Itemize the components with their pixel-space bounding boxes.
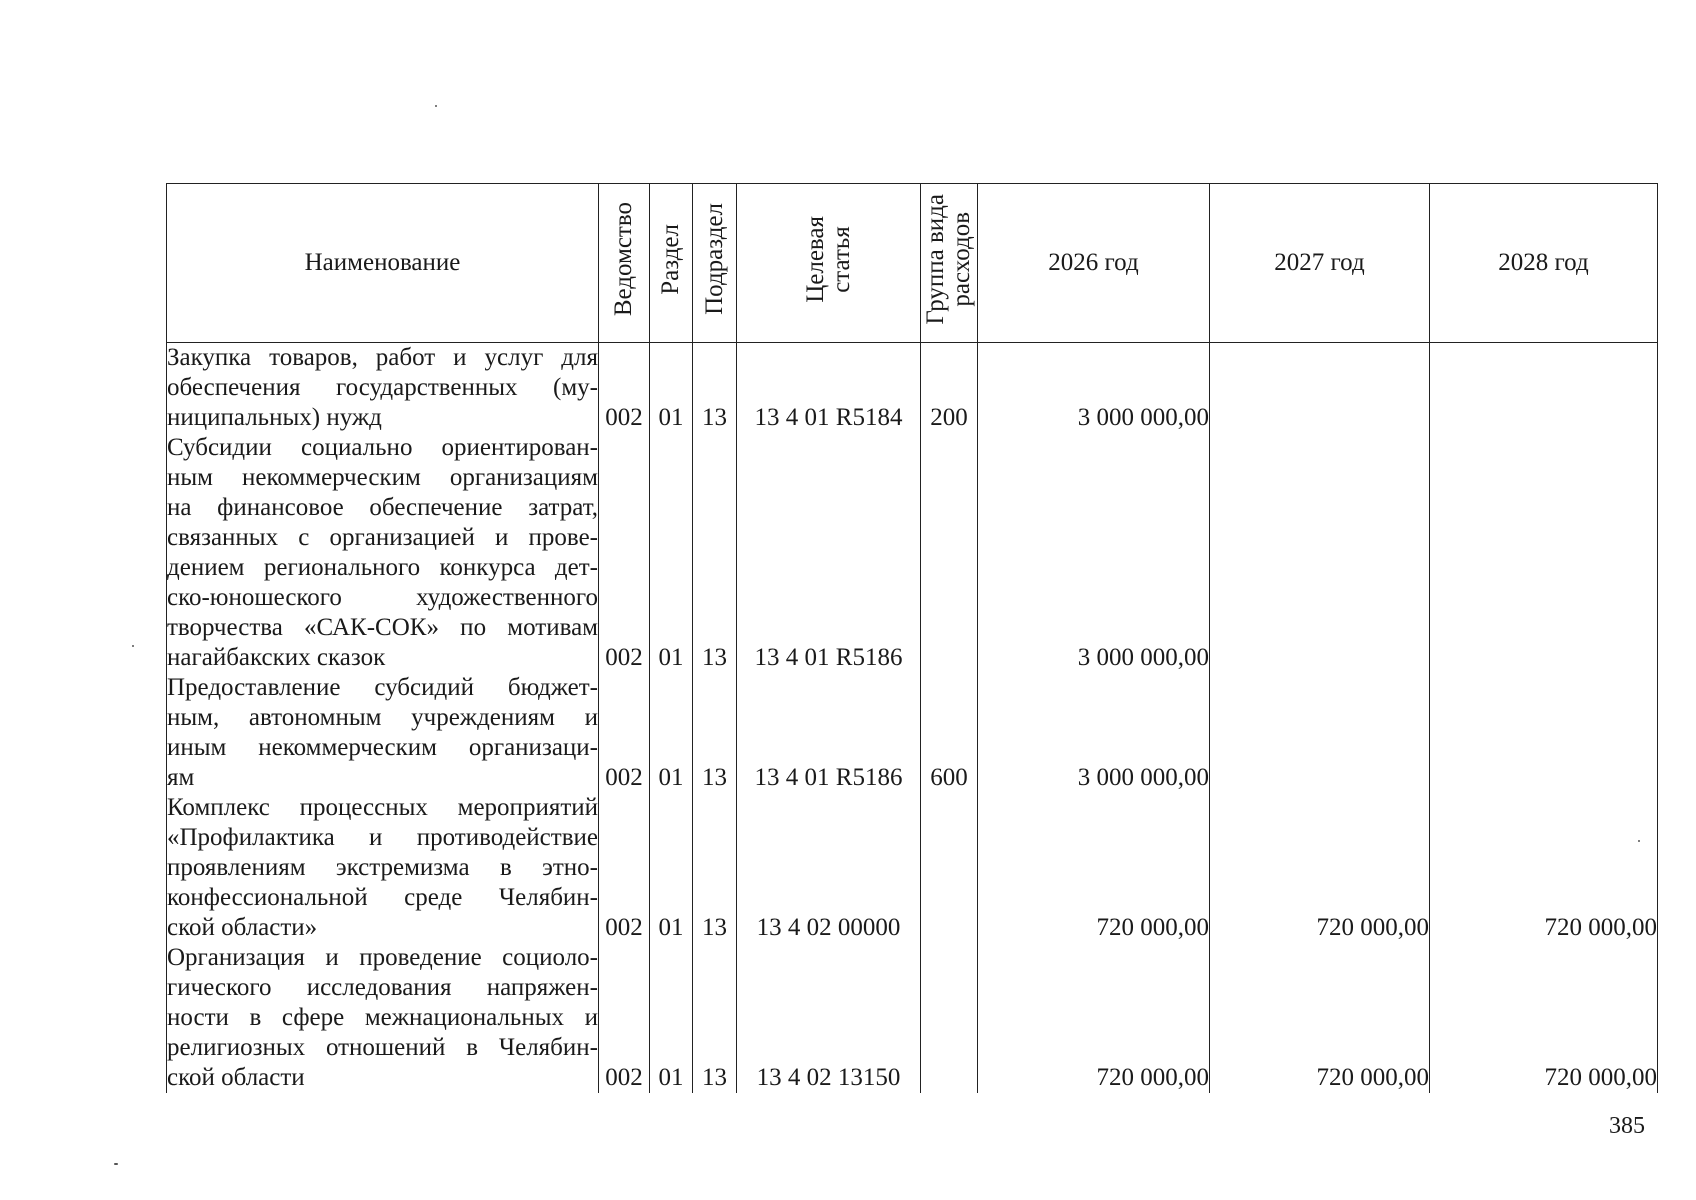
subsection-cell: 13: [693, 793, 737, 943]
row-name-line: ям: [167, 764, 195, 791]
expense-group-cell: 600: [921, 673, 978, 793]
section-cell: 01: [650, 673, 693, 793]
subsection-cell: 13: [693, 433, 737, 673]
table-body: [167, 343, 1658, 1094]
header-year-2026: 2026 год: [978, 184, 1210, 343]
table-header-row: [167, 184, 1658, 343]
header-subsection: Подраздел: [693, 184, 737, 343]
row-name-line: гического исследования напряжен-: [167, 974, 598, 1001]
budget-table: [166, 183, 1658, 1093]
row-name-line: нагайбакских сказок: [167, 644, 386, 671]
scan-speck: [132, 645, 134, 647]
row-name-cell: [167, 433, 599, 673]
amount-2026-cell: 3 000 000,00: [978, 673, 1210, 793]
row-name-line: творчества «САК-СОК» по мотивам: [167, 614, 598, 641]
table-row: [167, 673, 1658, 793]
row-name-line: ным некоммерческим организациям: [167, 464, 598, 491]
row-name-line: ско-юношеского художественного: [167, 584, 598, 611]
table-row: [167, 943, 1658, 1093]
section-cell: 01: [650, 793, 693, 943]
department-cell: 002: [599, 343, 650, 434]
header-target-article: Целевая статья: [737, 184, 921, 343]
target-article-cell: 13 4 01 R5186: [737, 433, 921, 673]
amount-2027-cell: [1210, 673, 1430, 793]
header-year-2027: 2027 год: [1210, 184, 1430, 343]
row-name-line: Субсидии социально ориентирован-: [167, 434, 598, 461]
row-name-line: на финансовое обеспечение затрат,: [167, 494, 598, 521]
scan-speck: [114, 1163, 118, 1165]
subsection-cell: 13: [693, 343, 737, 434]
row-name-cell: [167, 673, 599, 793]
row-name-line: Закупка товаров, работ и услуг для: [167, 344, 598, 371]
row-name-line: ской области: [167, 1064, 305, 1091]
scan-speck: [435, 105, 437, 107]
section-cell: 01: [650, 343, 693, 434]
target-article-cell: 13 4 02 13150: [737, 943, 921, 1093]
amount-2028-cell: [1430, 433, 1658, 673]
header-expense-group: Группа вида расходов: [921, 184, 978, 343]
page-number: 385: [1609, 1113, 1645, 1139]
row-name-cell: [167, 793, 599, 943]
department-cell: 002: [599, 673, 650, 793]
header-section: Раздел: [650, 184, 693, 343]
row-name-line: Предоставление субсидий бюджет-: [167, 674, 598, 701]
amount-2026-cell: 3 000 000,00: [978, 433, 1210, 673]
row-name-line: конфессиональной среде Челябин-: [167, 884, 598, 911]
target-article-cell: 13 4 02 00000: [737, 793, 921, 943]
row-name-cell: [167, 943, 599, 1093]
expense-group-cell: 200: [921, 343, 978, 434]
table-row: [167, 793, 1658, 943]
amount-2026-cell: 720 000,00: [978, 943, 1210, 1093]
row-name-line: проявлениям экстремизма в этно-: [167, 854, 598, 881]
amount-2028-cell: [1430, 673, 1658, 793]
row-name-line: религиозных отношений в Челябин-: [167, 1034, 598, 1061]
amount-2027-cell: [1210, 343, 1430, 434]
scan-speck: [1638, 840, 1640, 842]
amount-2027-cell: [1210, 433, 1430, 673]
amount-2026-cell: 720 000,00: [978, 793, 1210, 943]
row-name-line: Организация и проведение социоло-: [167, 944, 598, 971]
header-name: Наименование: [167, 184, 599, 343]
section-cell: 01: [650, 433, 693, 673]
row-name-line: дением регионального конкурса дет-: [167, 554, 598, 581]
department-cell: 002: [599, 943, 650, 1093]
table-row: [167, 433, 1658, 673]
row-name-line: ниципальных) нужд: [167, 404, 382, 431]
row-name-line: «Профилактика и противодействие: [167, 824, 598, 851]
amount-2028-cell: 720 000,00: [1430, 793, 1658, 943]
amount-2026-cell: 3 000 000,00: [978, 343, 1210, 434]
header-year-2028: 2028 год: [1430, 184, 1658, 343]
subsection-cell: 13: [693, 943, 737, 1093]
row-name-line: связанных с организацией и прове-: [167, 524, 598, 551]
section-cell: 01: [650, 943, 693, 1093]
amount-2027-cell: 720 000,00: [1210, 793, 1430, 943]
expense-group-cell: [921, 943, 978, 1093]
row-name-line: Комплекс процессных мероприятий: [167, 794, 598, 821]
expense-group-cell: [921, 433, 978, 673]
expense-group-cell: [921, 793, 978, 943]
target-article-cell: 13 4 01 R5186: [737, 673, 921, 793]
row-name-line: ности в сфере межнациональных и: [167, 1004, 598, 1031]
amount-2027-cell: 720 000,00: [1210, 943, 1430, 1093]
row-name-line: обеспечения государственных (му-: [167, 374, 598, 401]
header-department: Ведомство: [599, 184, 650, 343]
department-cell: 002: [599, 793, 650, 943]
department-cell: 002: [599, 433, 650, 673]
row-name-line: иным некоммерческим организаци-: [167, 734, 598, 761]
amount-2028-cell: 720 000,00: [1430, 943, 1658, 1093]
row-name-cell: [167, 343, 599, 434]
row-name-line: ской области»: [167, 914, 318, 941]
amount-2028-cell: [1430, 343, 1658, 434]
target-article-cell: 13 4 01 R5184: [737, 343, 921, 434]
table-row: [167, 343, 1658, 434]
row-name-line: ным, автономным учреждениям и: [167, 704, 598, 731]
subsection-cell: 13: [693, 673, 737, 793]
